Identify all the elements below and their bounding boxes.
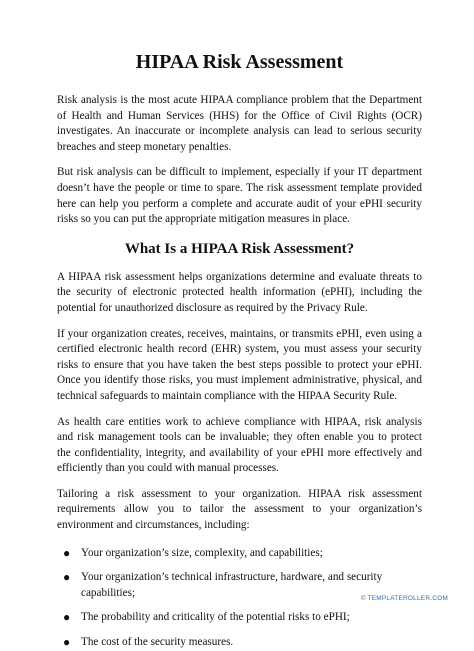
list-item-text: Your organization’s size, complexity, and capabilities;	[81, 546, 323, 559]
list-item	[57, 610, 422, 626]
section-paragraph-3: As health care entities work to achieve compliance with HIPAA, risk analysis and risk management tools can be invaluable; they often enable you to protect the confidentiality, integrity, and availability of your ePHI more effectively and efficiently than you could with manual processes.	[57, 415, 422, 475]
footer-copyright[interactable]: © TEMPLATEROLLER.COM	[360, 595, 448, 602]
list-item	[57, 635, 422, 651]
section-heading: What Is a HIPAA Risk Assessment?	[124, 240, 355, 257]
section-paragraph-1: A HIPAA risk assessment helps organizations determine and evaluate threats to the security of electronic protected health information (ePHI), including the potential for unauthorized disclosure as required by the Privacy Rule.	[57, 270, 422, 314]
bullet-icon: ●	[63, 610, 71, 625]
bullet-icon: ●	[63, 545, 71, 560]
list-item-text: The probability and criticality of the potential risks to ePHI;	[81, 611, 350, 624]
intro-paragraph-2: But risk analysis can be difficult to implement, especially if your IT department doesn’t have the people or time to spare. The risk assessment template provided here can help you perform a complete and accurate audit of your ePHI security risks so you can put the appropriate mitigation measures in place.	[57, 166, 422, 226]
list-item-text: Your organization’s technical infrastructure, hardware, and security capabilities;	[81, 571, 383, 599]
document-title: HIPAA Risk Assessment	[135, 51, 344, 73]
list-item-text: The cost of the security measures.	[81, 636, 234, 649]
intro-paragraph-1: Risk analysis is the most acute HIPAA compliance problem that the Department of Health and Human Services (HHS) for the Office of Civil Rights (OCR) investigates. An inaccurate or incomplete analysis can lead to serious security breaches and steep monetary penalties.	[57, 94, 422, 153]
bullet-icon: ●	[63, 635, 71, 650]
section-paragraph-2: If your organization creates, receives, maintains, or transmits ePHI, even using a certified electronic health record (EHR) system, you must assess your security risks to ensure that you have taken the best steps possible to protect your ePHI. Once you identify those risks, you must implement administrative, physical, and technical safeguards to maintain compliance with the HIPAA Security Rule.	[57, 327, 422, 402]
section-paragraph-4: Tailoring a risk assessment to your organization. HIPAA risk assessment requirements allow you to tailor the assessment to your organization’s environment and circumstances, including:	[57, 487, 422, 532]
bullet-icon: ●	[63, 570, 71, 585]
list-item	[57, 546, 422, 562]
